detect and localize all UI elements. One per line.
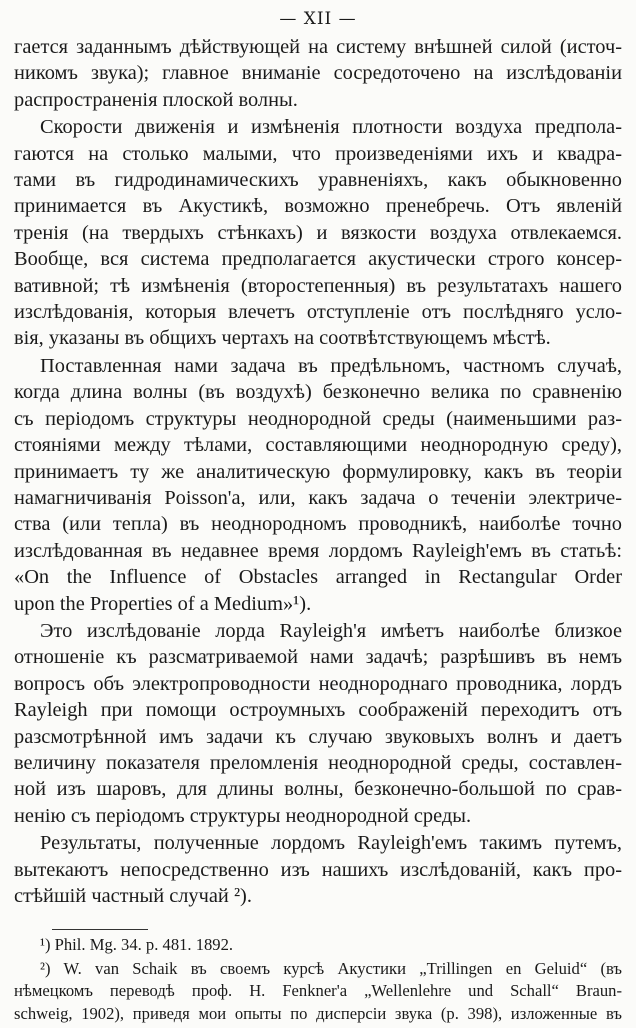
text-line: стояніями между тѣлами, составляющими неоднородную среду), [14, 434, 622, 457]
text-line: изслѣдованная въ недавнее время лордомъ Rayleigh'емъ въ статьѣ: [14, 539, 622, 562]
main-text [14, 34, 622, 909]
text-line: когда длина волны (въ воздухѣ) безконечно велика по сравненію [14, 381, 622, 404]
text-line: разсмотрѣнной имъ задачи къ случаю звуковыхъ волнъ и даетъ [14, 725, 622, 748]
text-line: съ періодомъ структуры неоднородной среды (наименьшими раз- [14, 407, 622, 430]
text-line: намагничиванія Poisson'а, или, какъ задача о теченіи электриче- [14, 486, 622, 509]
text-line: изслѣдованія, которыя влечетъ отступленіе отъ послѣдняго усло- [14, 301, 622, 324]
text-line: распространенія плоской волны. [14, 88, 298, 111]
text-line: Вообще, вся система предполагается акустически строго консер- [14, 248, 622, 271]
footnote-divider [52, 929, 148, 930]
text-line: гается заданнымъ дѣйствующей на систему внѣшней силой (источ- [14, 36, 622, 58]
text-line: Поставленная нами задача въ предѣльномъ, частномъ случаѣ, [40, 354, 622, 377]
paragraph-results [14, 830, 622, 909]
text-line: величину показателя преломленія неоднородной среды, составлен- [14, 751, 622, 774]
text-line: отношеніе къ разсматриваемой нами задачѣ; разрѣшивъ въ немъ [14, 646, 622, 669]
text-line: принимается въ Акустикѣ, возможно пренебречь. Отъ явленій [14, 195, 622, 218]
footnote-line: ²) W. van Schaik въ своемъ курсѣ Акустики „Trillingen en Geluid“ (въ [40, 958, 622, 978]
text-line: тренія (на твердыхъ стѣнкахъ) и вязкости воздуха отвлекаемся. [14, 221, 622, 244]
footnote-line: ¹) Phil. Mg. 34. p. 481. 1892. [40, 935, 234, 955]
text-line: вытекаютъ непосредственно изъ нашихъ изслѣдованій, какъ про- [14, 858, 622, 881]
text-line: «On the Influence of Obstacles arranged in Rectangular Order [14, 566, 622, 589]
text-line: ной изъ шаровъ, для длины волны, безконечно-большой по срав- [14, 778, 622, 801]
text-line: ненію съ періодомъ структуры неоднородной среды. [14, 804, 472, 827]
paragraph-continuation [14, 34, 622, 113]
footnote-1 [14, 934, 622, 957]
page-number: — XII — [279, 9, 357, 29]
paragraph-assumptions [14, 114, 622, 352]
text-line: тами въ гидродинамическихъ уравненіяхъ, какъ обыкновенно [14, 169, 622, 192]
paragraph-rayleigh-research [14, 618, 622, 829]
text-line: upon the Properties of a Medium»¹). [14, 592, 312, 615]
text-line: гаются на столько малыми, что произведеніями ихъ и квадра- [14, 142, 622, 165]
footnote-line: schweig, 1902), приведя мои опыты по дисперсіи звука (p. 398), изложенные въ [14, 1003, 622, 1023]
text-line: Скорости движенія и измѣненія плотности воздуха предпола- [40, 116, 622, 139]
text-line: Rayleigh при помощи остроумныхъ соображеній переходитъ отъ [14, 699, 622, 722]
text-line: стѣйшій частный случай ²). [14, 885, 252, 907]
text-line: вативной; тѣ измѣненія (второстепенныя) въ результатахъ нашего [14, 274, 622, 297]
footnote-2 [14, 958, 622, 1026]
text-line: вія, указаны въ общихъ чертахъ на соотвѣтствующемъ мѣстѣ. [14, 327, 551, 350]
footnote-line: нѣмецкомъ переводѣ проф. H. Fenkner'а „Wellenlehre und Schall“ Braun- [14, 981, 622, 1001]
text-line: никомъ звука); главное вниманіе сосредоточено на изслѣдованіи [14, 62, 622, 85]
footnotes [14, 934, 622, 1025]
text-line: принимаетъ ту же аналитическую формулировку, какъ въ теоріи [14, 460, 622, 483]
text-line: вопросъ объ электропроводности неоднороднаго проводника, лордъ [14, 672, 622, 695]
text-line: Результаты, полученные лордомъ Rayleigh'емъ такимъ путемъ, [40, 832, 622, 855]
text-line: Это изслѣдованіе лорда Rayleigh'я имѣетъ наиболѣе близкое [40, 619, 622, 642]
paragraph-problem-statement [14, 353, 622, 617]
text-line: ства (или тепла) въ неоднородномъ проводникѣ, наиболѣе точно [14, 513, 622, 536]
